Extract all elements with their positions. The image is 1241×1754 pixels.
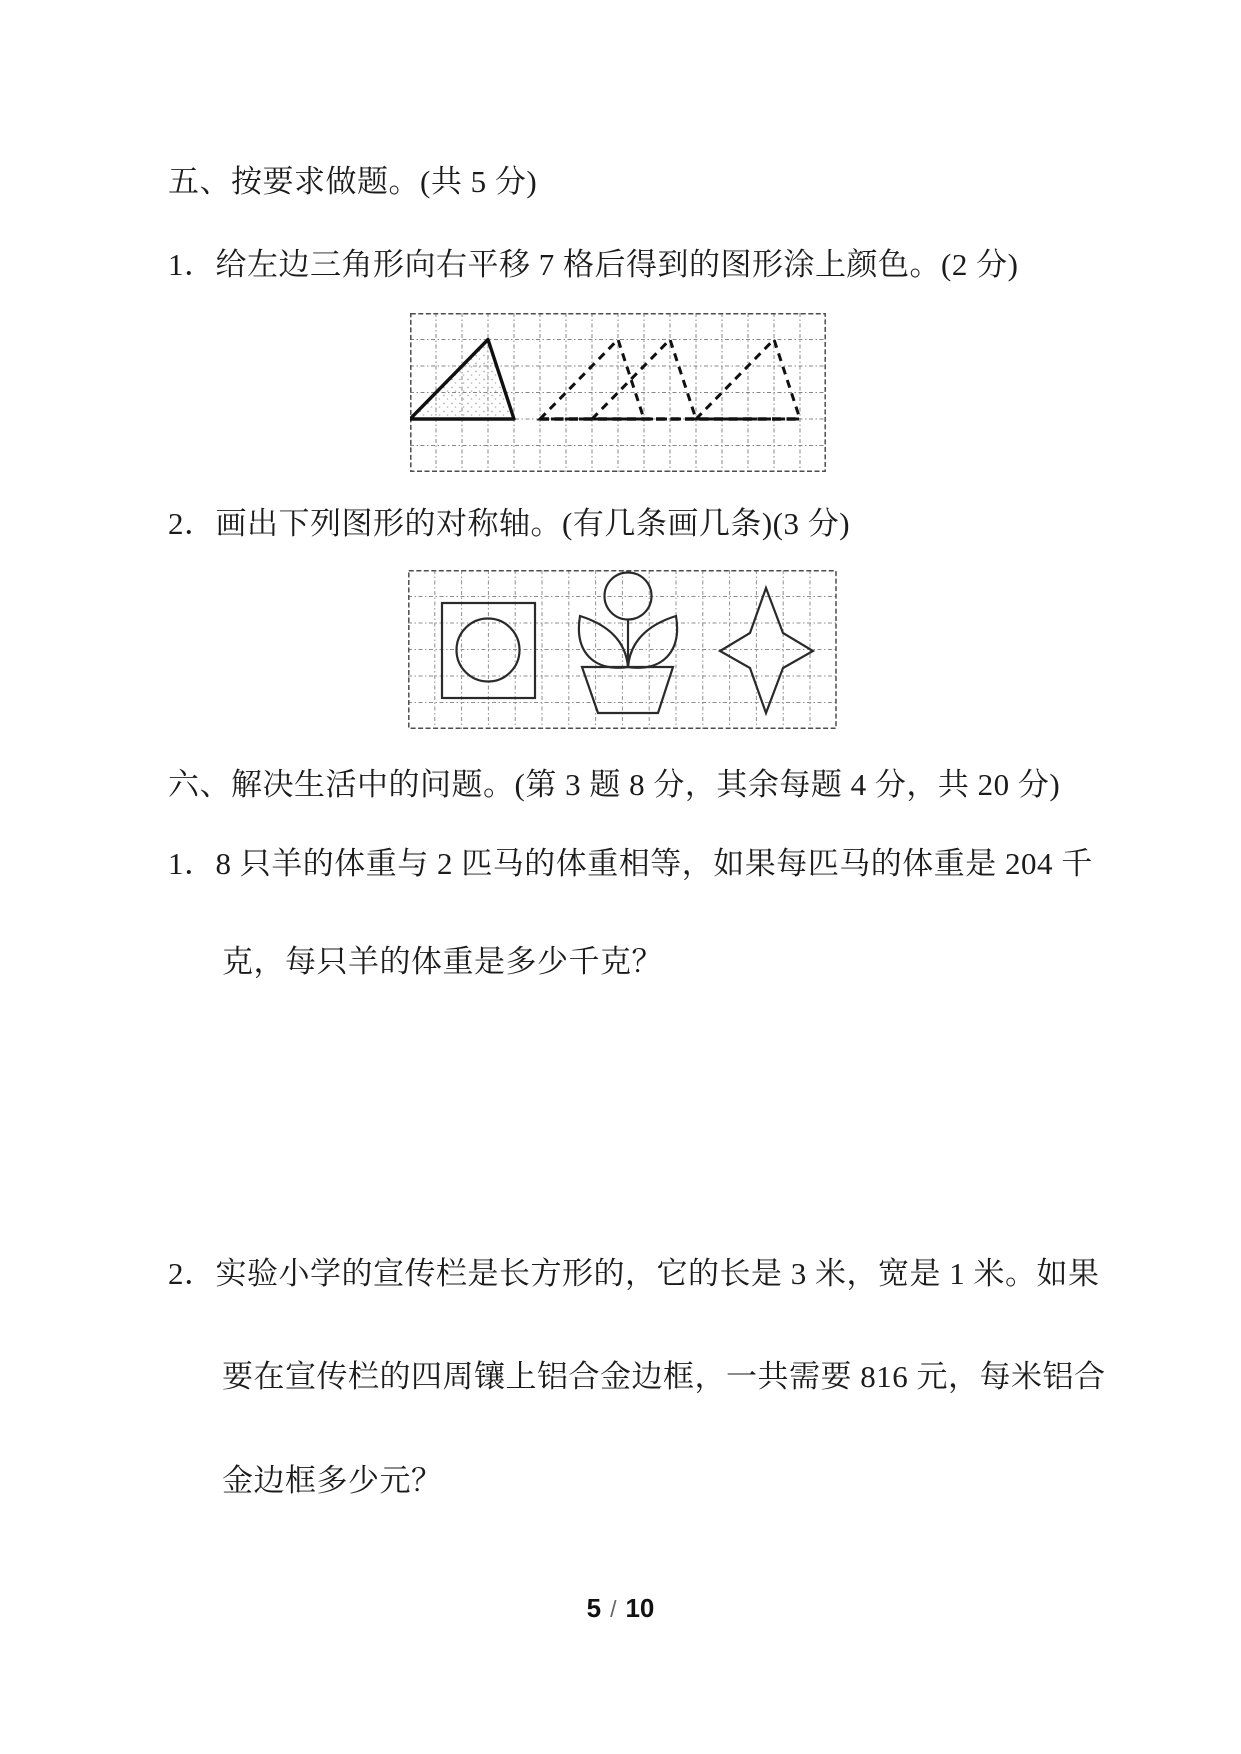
- section-5-question-2: 2．画出下列图形的对称轴。(有几条画几条)(3 分): [168, 506, 851, 541]
- section-6-heading: 六、解决生活中的问题。(第 3 题 8 分，其余每题 4 分，共 20 分): [168, 767, 1061, 802]
- page-separator: /: [610, 1596, 617, 1622]
- section-6-question-1-line-2: 克，每只羊的体重是多少千克？: [222, 944, 663, 979]
- section-6-question-2-line-2: 要在宣传栏的四周镶上铝合金边框，一共需要 816 元，每米铝合: [222, 1359, 1106, 1394]
- symmetry-grid-figure: [408, 570, 837, 729]
- translation-grid-figure: [410, 313, 826, 472]
- section-5-heading: 五、按要求做题。(共 5 分): [168, 164, 538, 199]
- flower-in-pot: [579, 573, 677, 713]
- total-pages: 10: [625, 1593, 655, 1623]
- section-6-question-2-line-3: 金边框多少元？: [222, 1463, 443, 1498]
- page-footer: [0, 1593, 1241, 1624]
- section-5-question-1: 1．给左边三角形向右平移 7 格后得到的图形涂上颜色。(2 分): [168, 247, 1019, 282]
- four-pointed-star: [720, 588, 813, 713]
- page-number: 5: [586, 1593, 602, 1623]
- section-6-question-1-line-1: 1．8 只羊的体重与 2 匹马的体重相等，如果每匹马的体重是 204 千: [168, 846, 1093, 881]
- section-6-question-2-line-1: 2．实验小学的宣传栏是长方形的，它的长是 3 米，宽是 1 米。如果: [168, 1256, 1100, 1291]
